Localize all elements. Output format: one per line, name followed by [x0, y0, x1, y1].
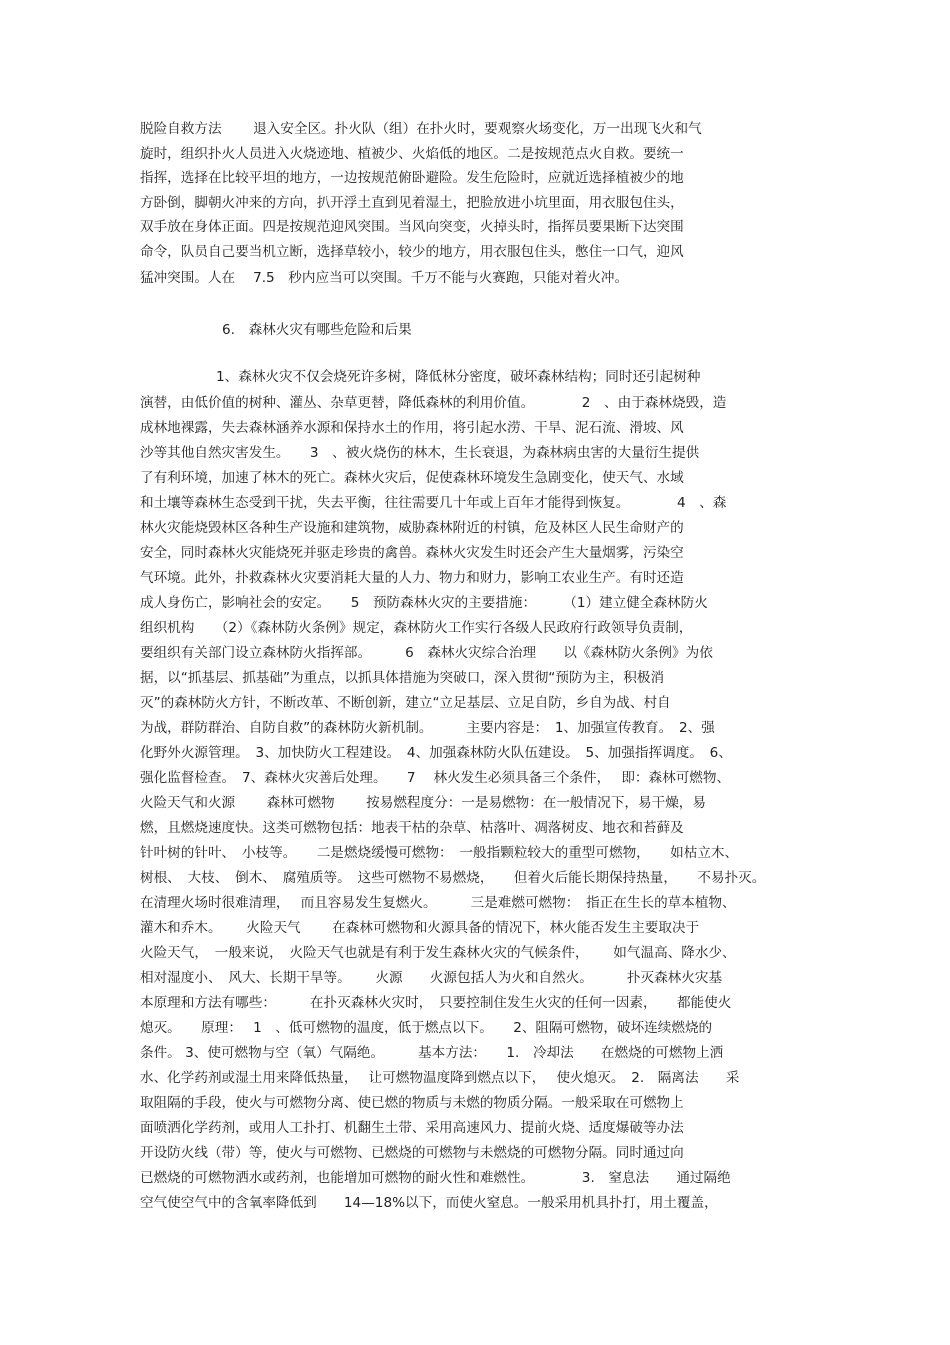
text-line: 指挥，选择在比较平坦的地方，一边按规范俯卧避险。发生危险时，应就近选择植被少的地 — [140, 170, 684, 186]
text-line: 灭”的森林防火方针，不断改革、不断创新，建立“立足基层、立足自防，乡自为战、村自 — [140, 695, 671, 711]
text-line: 熄灭。 原理： 1 、低可燃物的温度，低于燃点以下。 2、阻隔可燃物，破坏连续燃烧的 — [140, 1020, 713, 1036]
section-heading: 6. 森林火灾有哪些危险和后果 — [222, 322, 412, 338]
text-line: 成人身伤亡，影响社会的安定。 5 预防森林火灾的主要措施： （1）建立健全森林防火 — [140, 595, 708, 611]
text-line: 沙等其他自然灾害发生。 3 、被火烧伤的林木，生长衰退，为森林病虫害的大量衍生提供 — [140, 445, 700, 461]
text-line: 和土壤等森林生态受到干扰，失去平衡，往往需要几十年或上百年才能得到恢复。 4 、森 — [140, 495, 727, 511]
text-line: 成林地裸露，失去森林涵养水源和保持水土的作用，将引起水涝、干旱、泥石流、滑坡、风 — [140, 420, 684, 436]
text-line: 要组织有关部门设立森林防火指挥部。 6 森林火灾综合治理 以《森林防火条例》为依 — [140, 645, 713, 661]
text-line: 空气使空气中的含氧率降低到 14—18%以下，而使火窒息。一般采用机具扑打，用土覆盖， — [140, 1195, 718, 1211]
text-line: 强化监督检查。 7、森林火灾善后处理。 7 林火发生必须具备三个条件， 即：森林可燃物、 — [140, 770, 731, 786]
text-line: 了有利环境，加速了林木的死亡。森林火灾后，促使森林环境发生急剧变化，使天气、水域 — [140, 470, 684, 486]
text-line: 条件。 3、使可燃物与空（氧）气隔绝。 基本方法： 1. 冷却法 在燃烧的可燃物上洒 — [140, 1045, 724, 1061]
text-line: 火险天气和火源 森林可燃物 按易燃程度分：一是易燃物：在一般情况下，易干燥，易 — [140, 795, 706, 811]
text-line: 针叶树的针叶、 小枝等。 二是燃烧缓慢可燃物： 一般指颗粒较大的重型可燃物， 如枯立木、 — [140, 845, 739, 861]
text-line: 猛冲突围。人在 7.5 秒内应当可以突围。千万不能与火赛跑，只能对着火冲。 — [140, 270, 629, 286]
text-line: 灌木和乔木。 火险天气 在森林可燃物和火源具备的情况下，林火能否发生主要取决于 — [140, 920, 700, 936]
text-line: 水、化学药剂或湿土用来降低热量， 让可燃物温度降到燃点以下， 使火熄灭。 2. 隔离法 采 — [140, 1070, 740, 1086]
text-line: 开设防火线（带）等，使火与可燃物、已燃烧的可燃物与未燃烧的可燃物分隔。同时通过向 — [140, 1145, 684, 1161]
text-line: 气环境。此外，扑救森林火灾要消耗大量的人力、物力和财力，影响工农业生产。有时还造 — [140, 570, 684, 586]
text-line: 树根、 大枝、 倒木、 腐殖质等。 这些可燃物不易燃烧， 但着火后能长期保持热量， 不易扑灭。 — [140, 870, 766, 886]
text-line: 据，以“抓基层、抓基础”为重点，以抓具体措施为突破口，深入贯彻“预防为主，积极消 — [140, 670, 665, 686]
text-line: 命令，队员自己要当机立断，选择草较小，较少的地方，用衣服包住头，憋住一口气，迎风 — [140, 244, 684, 260]
text-line: 取阻隔的手段，使火与可燃物分离、使已燃的物质与未燃的物质分隔。一般采取在可燃物上 — [140, 1095, 684, 1111]
text-line: 化野外火源管理。 3、加快防火工程建设。 4、加强森林防火队伍建设。 5、加强指挥调度。 6、 — [140, 745, 732, 761]
text-line: 1、森林火灾不仅会烧死许多树，降低林分密度，破坏森林结构；同时还引起树种 — [216, 369, 701, 385]
text-line: 双手放在身体正面。四是按规范迎风突围。当风向突变，火掉头时，指挥员要果断下达突围 — [140, 219, 684, 235]
text-line: 在清理火场时很难清理， 而且容易发生复燃火。 三是难燃可燃物： 指正在生长的草本植物、 — [140, 895, 736, 911]
text-line: 旋时，组织扑火人员进入火烧迹地、植被少、火焰低的地区。二是按规范点火自救。要统一 — [140, 146, 684, 162]
text-line: 林火灾能烧毁林区各种生产设施和建筑物，威胁森林附近的村镇，危及林区人民生命财产的 — [140, 520, 684, 536]
text-line: 为战，群防群治、自防自救”的森林防火新机制。 主要内容是： 1、加强宣传教育。 2、强 — [140, 720, 715, 736]
text-line: 脱险自救方法 退入安全区。扑火队（组）在扑火时，要观察火场变化，万一出现飞火和气 — [140, 121, 702, 137]
text-line: 演替，由低价值的树种、灌丛、杂草更替，降低森林的利用价值。 2 、由于森林烧毁，造 — [140, 395, 727, 411]
text-line: 火险天气， 一般来说， 火险天气也就是有利于发生森林火灾的气候条件， 如气温高、降水少、 — [140, 945, 736, 961]
text-line: 相对湿度小、 风大、长期干旱等。 火源 火源包括人为火和自然火。 扑灭森林火灾基 — [140, 970, 723, 986]
text-line: 燃，且燃烧速度快。这类可燃物包括：地表干枯的杂草、枯落叶、凋落树皮、地衣和苔藓及 — [140, 820, 684, 836]
text-line: 面喷洒化学药剂，或用人工扑打、机翻生土带、采用高速风力、提前火烧、适度爆破等办法 — [140, 1120, 684, 1136]
text-line: 已燃烧的可燃物洒水或药剂，也能增加可燃物的耐火性和难燃性。 3. 窒息法 通过隔绝 — [140, 1170, 731, 1186]
text-line: 方卧倒，脚朝火冲来的方向，扒开浮土直到见着湿土，把脸放进小坑里面，用衣服包住头， — [140, 195, 684, 211]
text-line: 安全，同时森林火灾能烧死并驱走珍贵的禽兽。森林火灾发生时还会产生大量烟雾，污染空 — [140, 545, 684, 561]
text-line: 本原理和方法有哪些： 在扑灭森林火灾时， 只要控制住发生火灾的任何一因素， 都能使火 — [140, 995, 732, 1011]
text-line: 组织机构 （2）《森林防火条例》规定，森林防火工作实行各级人民政府行政领导负责制， — [140, 620, 693, 636]
